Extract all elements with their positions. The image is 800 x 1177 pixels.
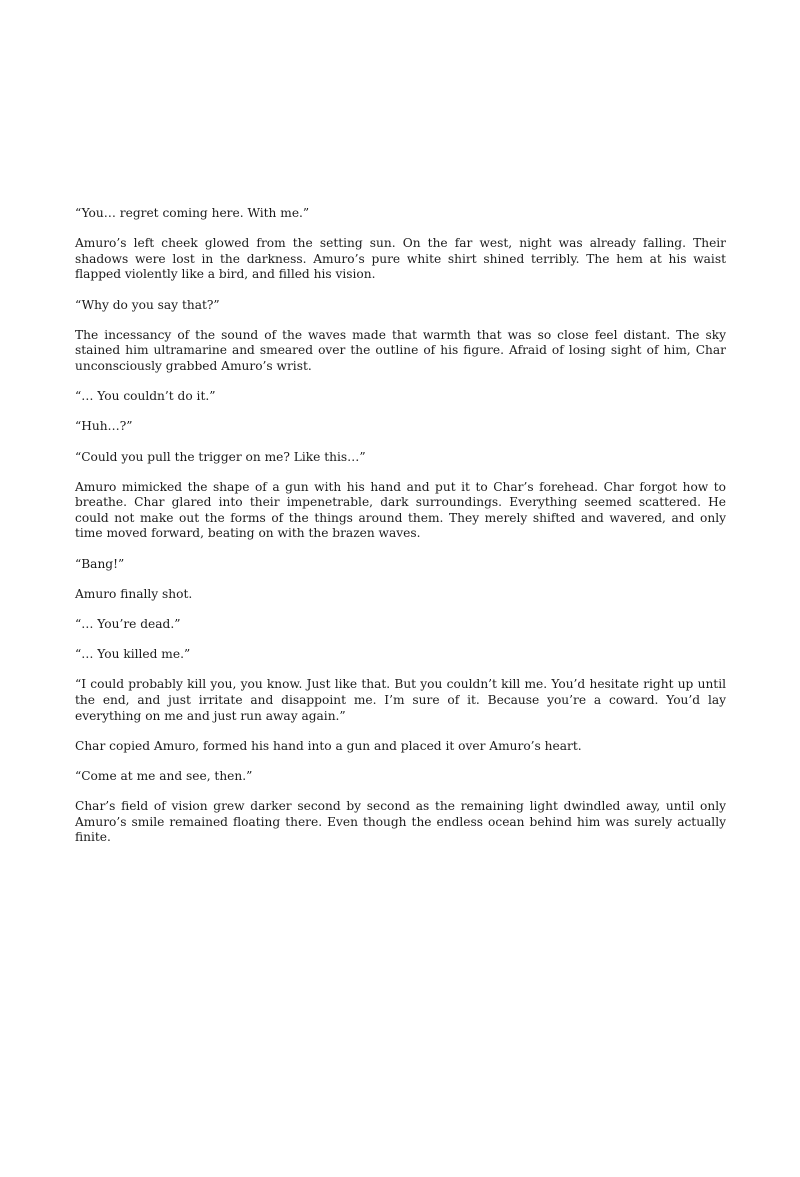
story-text: [75, 206, 726, 861]
paragraph: “Why do you say that?”: [75, 297, 220, 312]
paragraph: “Come at me and see, then.”: [75, 768, 253, 783]
paragraph: “Huh…?”: [75, 419, 133, 434]
paragraph: Amuro mimicked the shape of a gun with his hand and put it to Char’s forehead. Char forgot how to breathe. Char glared into their impenetrable, dark surroundings. Everything seemed scattered. He could not make out the forms of the things around them. They merely shifted and wavered, and only time moved forward, beating on with the brazen waves.: [75, 479, 726, 541]
paragraph: The incessancy of the sound of the waves made that warmth that was so close feel distant. The sky stained him ultramarine and smeared over the outline of his figure. Afraid of losing sight of him, Char unconsciously grabbed Amuro’s wrist.: [75, 327, 726, 373]
paragraph: “Could you pull the trigger on me? Like this…”: [75, 449, 366, 464]
paragraph: “… You killed me.”: [75, 647, 191, 662]
paragraph: Amuro’s left cheek glowed from the setting sun. On the far west, night was already falling. Their shadows were lost in the darkness. Amuro’s pure white shirt shined terribly. The hem at his waist flapped violently like a bird, and filled his vision.: [75, 236, 726, 282]
paragraph: Amuro finally shot.: [75, 586, 193, 601]
paragraph: “You… regret coming here. With me.”: [75, 206, 310, 220]
paragraph: “Bang!”: [75, 556, 125, 571]
paragraph: Char’s field of vision grew darker second by second as the remaining light dwindled away, until only Amuro’s smile remained floating there. Even though the endless ocean behind him was surely actually finite.: [75, 799, 726, 845]
paragraph: “… You couldn’t do it.”: [75, 389, 216, 404]
paragraph: “I could probably kill you, you know. Just like that. But you couldn’t kill me. You’d hesitate right up until the end, and just irritate and disappoint me. I’m sure of it. Because you’re a coward. You’d lay everything on me and just run away again.”: [75, 677, 726, 723]
paragraph: Char copied Amuro, formed his hand into a gun and placed it over Amuro’s heart.: [75, 738, 582, 753]
paragraph: “… You’re dead.”: [75, 617, 181, 632]
